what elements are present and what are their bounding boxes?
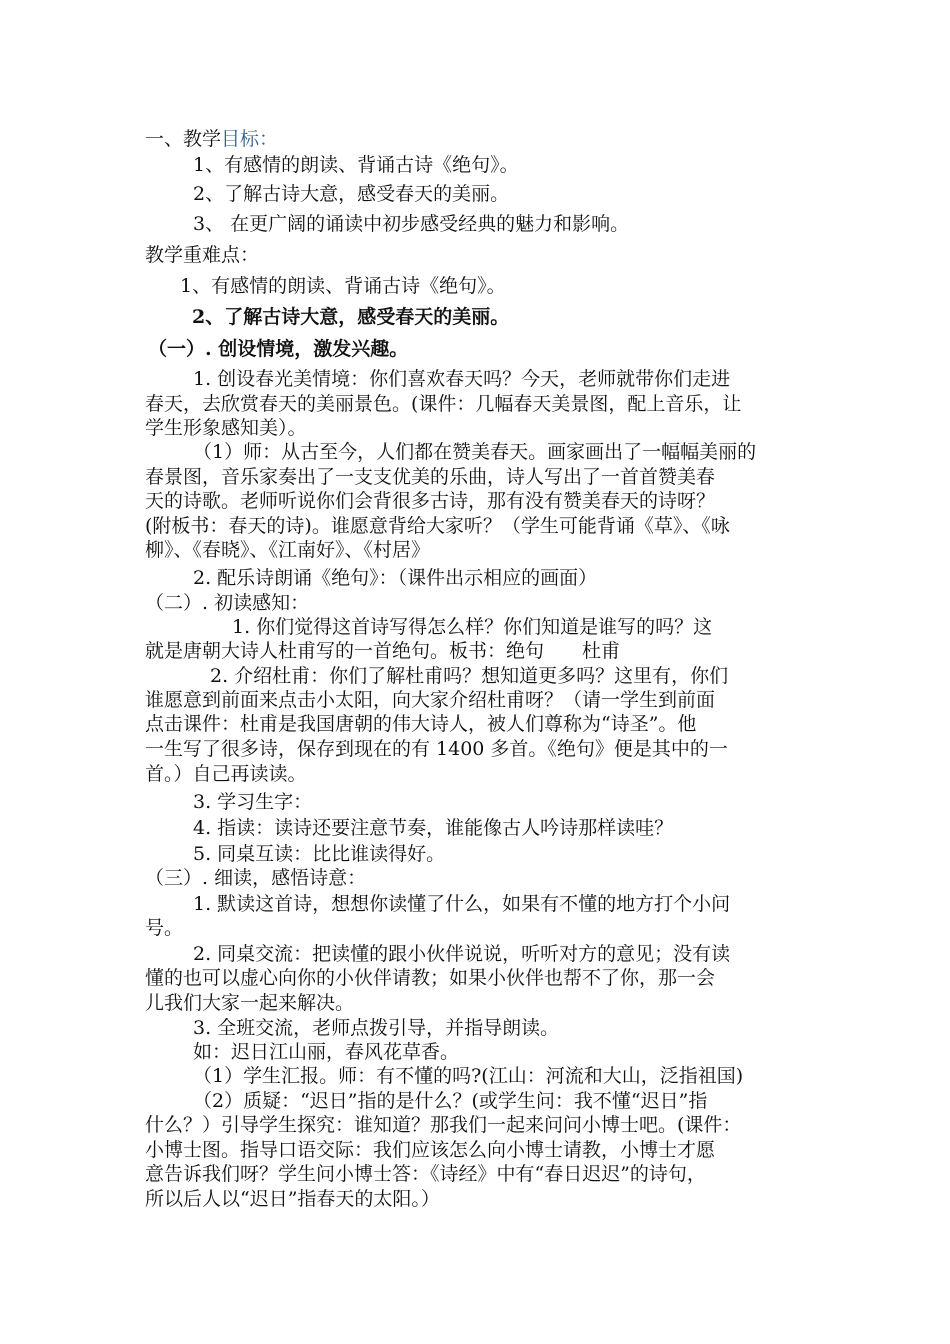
- section2-line: 2. 介绍杜甫：你们了解杜甫吗？想知道更多吗？这里有，你们: [210, 665, 729, 687]
- objective-item-2: 2、了解古诗大意，感受春天的美丽。: [193, 183, 510, 205]
- section3-line: 意告诉我们呀？学生问小博士答：《诗经》中有“春日迟迟”的诗句，: [145, 1163, 706, 1185]
- section3-line: 所以后人以“迟日”指春天的太阳。）: [145, 1188, 440, 1210]
- section3-line: （2）质疑：“迟日”指的是什么？(或学生问：我不懂“迟日”指: [193, 1090, 708, 1112]
- key-point-item-2: 2、了解古诗大意，感受春天的美丽。: [192, 306, 510, 328]
- section3-line: 什么？）引导学生探究：谁知道？那我们一起来问问小博士吧。(课件：: [145, 1114, 742, 1136]
- section3-line: 儿我们大家一起来解决。: [145, 992, 355, 1014]
- section2-line: 点击课件：杜甫是我国唐朝的伟大诗人，被人们尊称为“诗圣”。他: [145, 713, 697, 735]
- section1-line: 柳》、《春晓》、《江南好》、《村居》: [145, 539, 431, 561]
- section2-line: 1. 你们觉得这首诗写得怎么样？你们知道是谁写的吗？这: [232, 616, 713, 638]
- section1-line: 2. 配乐诗朗诵《绝句》：（课件出示相应的画面）: [193, 567, 598, 589]
- section3-line: 3. 全班交流，老师点拨引导，并指导朗读。: [193, 1017, 560, 1039]
- section1-heading: （一）. 创设情境，激发兴趣。: [148, 338, 409, 360]
- objectives-heading-prefix: 一、教学: [145, 128, 222, 150]
- section3-line: 如：迟日江山丽，春风花草香。: [193, 1041, 460, 1063]
- key-points-heading: 教学重难点：: [145, 244, 260, 266]
- objectives-heading-accent: 目标：: [221, 128, 279, 150]
- section2-line: 3. 学习生字：: [193, 791, 313, 813]
- objectives-heading: [145, 127, 278, 151]
- section3-line: 小博士图。指导口语交际：我们应该怎么向小博士请教，小博士才愿: [145, 1139, 716, 1161]
- section3-line: 号。: [145, 917, 184, 939]
- section2-line: 首。）自己再读读。: [145, 763, 307, 785]
- section1-line: 1. 创设春光美情境：你们喜欢春天吗？今天，老师就带你们走进: [193, 368, 731, 390]
- section2-line: 一生写了很多诗，保存到现在的有 1400 多首。《绝句》便是其中的一: [145, 738, 728, 760]
- section1-line: （1）师：从古至今，人们都在赞美春天。画家画出了一幅幅美丽的: [193, 441, 757, 463]
- section3-line: 懂的也可以虚心向你的小伙伴请教；如果小伙伴也帮不了你，那一会: [145, 967, 716, 989]
- objective-item-1: 1、有感情的朗读、背诵古诗《绝句》。: [193, 154, 519, 176]
- section1-line: 天的诗歌。老师听说你们会背很多古诗，那有没有赞美春天的诗呀？: [145, 490, 716, 512]
- section3-line: （1）学生汇报。师：有不懂的吗?(江山：河流和大山，泛指祖国): [193, 1065, 744, 1087]
- section2-line: 谁愿意到前面来点击小太阳，向大家介绍杜甫呀？（请一学生到前面: [145, 689, 716, 711]
- section1-line: 学生形象感知美）。: [145, 417, 307, 439]
- section1-line: (附板书：春天的诗)。谁愿意背给大家听？（学生可能背诵《草》、《咏: [145, 515, 730, 537]
- section2-line: 5. 同桌互读：比比谁读得好。: [193, 843, 446, 865]
- section3-heading: （三）. 细读，感悟诗意：: [145, 867, 367, 889]
- section2-heading: （二）. 初读感知：: [145, 592, 310, 614]
- section3-line: 2. 同桌交流：把读懂的跟小伙伴说说，听听对方的意见；没有读: [193, 943, 731, 965]
- section1-line: 春天，去欣赏春天的美丽景色。(课件：几幅春天美景图，配上音乐，让: [145, 393, 742, 415]
- objective-item-3: 3、 在更广阔的诵读中初步感受经典的魅力和影响。: [193, 213, 630, 235]
- key-point-item-1: 1、有感情的朗读、背诵古诗《绝句》。: [180, 275, 506, 297]
- section2-line: 4. 指读：读诗还要注意节奏，谁能像古人吟诗那样读哇？: [193, 817, 674, 839]
- section1-line: 春景图，音乐家奏出了一支支优美的乐曲，诗人写出了一首首赞美春: [145, 466, 716, 488]
- section3-line: 1. 默读这首诗，想想你读懂了什么，如果有不懂的地方打个小问: [193, 893, 731, 915]
- section2-line: 就是唐朝大诗人杜甫写的一首绝句。板书：绝句 杜甫: [145, 640, 621, 662]
